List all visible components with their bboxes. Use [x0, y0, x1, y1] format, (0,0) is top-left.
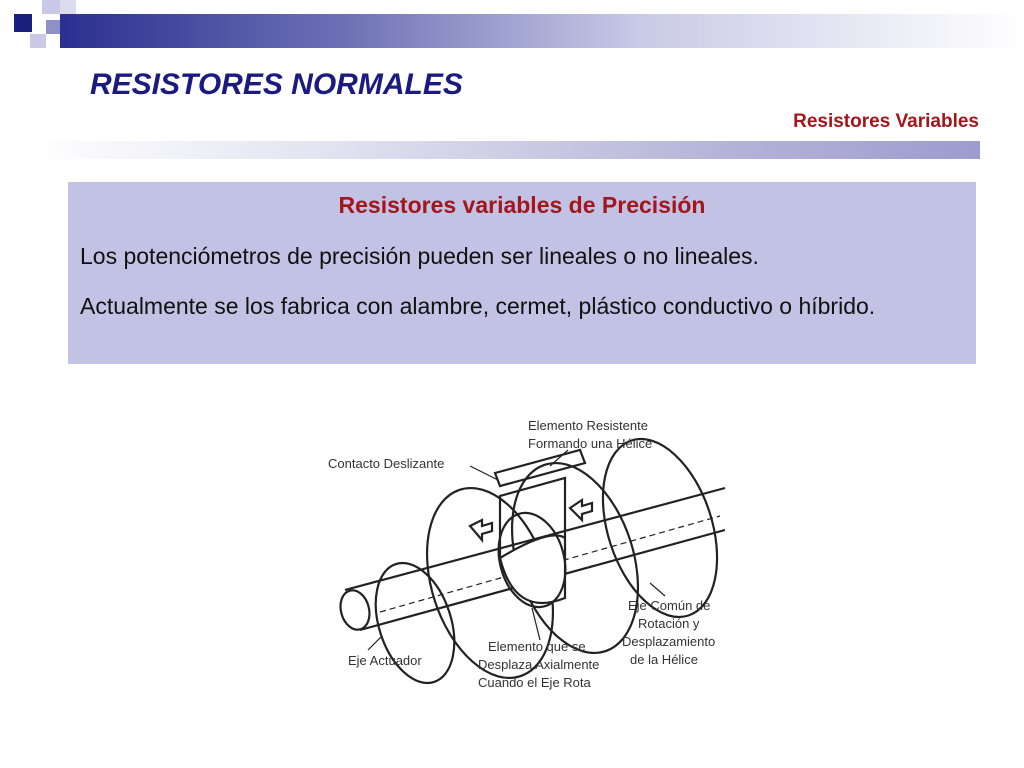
content-heading: Resistores variables de Precisión: [338, 192, 706, 218]
label-eje-actuador: Eje Actuador: [348, 653, 422, 668]
title-underline-bar: [30, 141, 980, 159]
label-elemento-resistente-2: Formando una Hélice: [528, 436, 653, 451]
content-box: [68, 182, 976, 364]
label-eje-comun-4: de la Hélice: [630, 652, 698, 667]
label-eje-comun-3: Desplazamiento: [622, 634, 716, 649]
corner-square-mid: [46, 20, 60, 34]
corner-square-light: [42, 0, 60, 14]
page-title: RESISTORES NORMALES: [90, 68, 463, 101]
corner-square-light: [30, 34, 46, 48]
label-elemento-resistente: Elemento Resistente: [528, 418, 648, 433]
corner-square-light: [60, 0, 76, 14]
label-elemento-desplaza-3: Cuando el Eje Rota: [478, 675, 591, 690]
label-elemento-desplaza-2: Desplaza Axialmente: [478, 657, 600, 672]
label-elemento-desplaza: Elemento que se: [488, 639, 586, 654]
section-subtitle: Resistores Variables: [793, 111, 979, 132]
header-gradient-bar: [60, 14, 1024, 48]
label-contacto-deslizante: Contacto Deslizante: [328, 456, 445, 471]
corner-square-dark: [14, 14, 32, 32]
helical-potentiometer-diagram: [320, 408, 740, 698]
content-paragraph-2: Actualmente se los fabrica con alambre, cermet, plástico conductivo o híbrido.: [80, 293, 876, 319]
label-eje-comun-2: Rotación y: [638, 616, 700, 631]
content-paragraph-1: Los potenciómetros de precisión pueden ser lineales o no lineales.: [80, 243, 759, 269]
label-eje-comun: Eje Común de: [628, 598, 711, 613]
